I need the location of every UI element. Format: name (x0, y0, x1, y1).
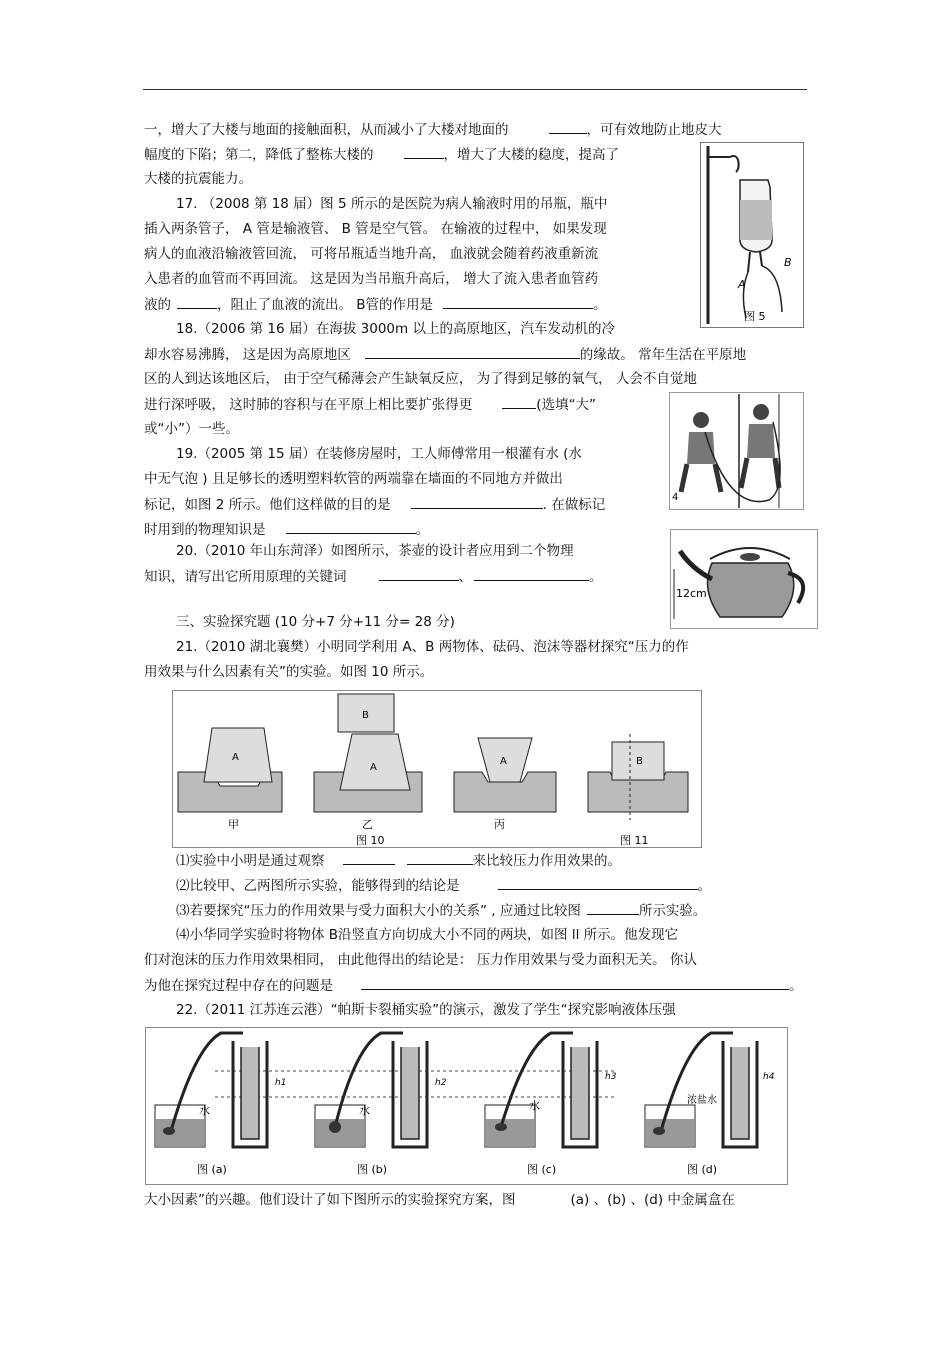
brine-label: 浓盐水 (687, 1095, 717, 1106)
height-label: h2 (435, 1078, 447, 1088)
question-20: 20.（2010 年山东菏泽）如图所示，茶壶的设计者应用到二个物理 (176, 543, 574, 559)
tube-a-label: A (738, 278, 746, 291)
figure-label: 甲 (228, 818, 239, 831)
question-18: 18.（2006 第 16 届）在海拔 3000m 以上的高原地区，汽车发动机的冷 (176, 321, 615, 337)
sub-question-1: ⑴实验中小明是通过观察 来比较压力作用效果的。 (176, 853, 621, 869)
answer-blank[interactable] (498, 876, 698, 890)
question-17: 17. （2008 第 18 届）图 5 所示的是医院为病人输液时用的吊瓶，瓶中 (176, 196, 608, 212)
answer-blank[interactable] (379, 567, 459, 581)
water-label: 水 (529, 1099, 540, 1112)
answer-blank[interactable] (404, 145, 444, 159)
figure-caption: 4 (672, 492, 679, 503)
text-line: 区的人到达该地区后， 由于空气稀薄会产生缺氧反应， 为了得到足够的氧气， 人会不自觉地 (144, 371, 697, 387)
header-rule (143, 89, 807, 90)
figure-label: 乙 (362, 818, 373, 831)
sub-question-4: ⑷小华同学实验时将物体 B沿竖直方向切成大小不同的两块，如图 ll 所示。他发现它 (176, 927, 679, 943)
sub-question-3: ⑶若要探究“压力的作用效果与受力面积大小的关系” , 应通过比较图 所示实验。 (176, 903, 707, 919)
text-line: 用效果与什么因素有关”的实验。如图 10 所示。 (144, 664, 434, 680)
figure-label: 丙 (494, 818, 505, 831)
answer-blank[interactable] (502, 395, 536, 409)
workers-figure (669, 392, 804, 510)
pressure-experiment-figure (172, 690, 702, 848)
answer-blank[interactable] (361, 976, 789, 990)
height-label: 12cm (676, 587, 707, 600)
figure-caption: 图 (a) (197, 1163, 227, 1176)
answer-blank[interactable] (587, 901, 639, 915)
answer-blank[interactable] (286, 520, 416, 534)
question-22: 22.（2011 江苏连云港）“帕斯卡裂桶实验”的演示，激发了学生“探究影响液体压强 (176, 1002, 676, 1018)
text-line: 进行深呼吸， 这时肺的容积与在平原上相比要扩张得更 (选填“大” (144, 397, 597, 413)
teapot-figure (670, 529, 818, 629)
text-line: 大小因素”的兴趣。他们设计了如下图所示的实验探究方案，图 (a) 、(b) 、(d) 中金属盒在 (144, 1192, 735, 1208)
text-line: 插入两条管子， A 管是输液管、 B 管是空气管。 在输液的过程中， 如果发现 (144, 221, 607, 237)
figure-caption: 图 11 (620, 834, 649, 847)
text-line: 时用到的物理知识是 。 (144, 522, 429, 538)
water-label: 水 (199, 1104, 210, 1117)
answer-blank[interactable] (177, 295, 217, 309)
block-a-label: A (232, 752, 239, 763)
figure-caption: 图 10 (356, 834, 385, 847)
text-line: 却水容易沸腾， 这是因为高原地区 的缘故。 常年生活在平原地 (144, 347, 747, 363)
text-line: 液的 ，阻止了血液的流出。 B管的作用是 。 (144, 297, 607, 313)
text-line: 标记，如图 2 所示。他们这样做的目的是 . 在做标记 (144, 497, 606, 513)
height-label: h3 (605, 1072, 617, 1082)
sub-question-2: ⑵比较甲、乙两图所示实验，能够得到的结论是 。 (176, 878, 711, 894)
answer-blank[interactable] (474, 567, 589, 581)
figure-caption: 图 (c) (527, 1163, 557, 1176)
answer-blank[interactable] (343, 851, 395, 865)
text-line: 为他在探究过程中存在的问题是 。 (144, 978, 803, 994)
height-label: h1 (275, 1078, 287, 1088)
figure-caption: 图 (d) (687, 1163, 718, 1176)
section-heading: 三、实验探究题 (10 分+7 分+11 分= 28 分) (176, 614, 455, 630)
text-line: 大楼的抗震能力。 (144, 171, 252, 187)
answer-blank[interactable] (407, 851, 473, 865)
text-line: 或“小”）一些。 (144, 421, 239, 437)
height-label: h4 (763, 1072, 775, 1082)
answer-blank[interactable] (365, 345, 580, 359)
text-line: 病人的血液沿输液管回流， 可将吊瓶适当地升高， 血液就会随着药液重新流 (144, 246, 599, 262)
text-line: 一，增大了大楼与地面的接触面积，从而减小了大楼对地面的 ，可有效地防止地皮大 (144, 122, 722, 138)
answer-blank[interactable] (411, 495, 543, 509)
iv-bottle-figure (700, 142, 804, 328)
text-line: 幅度的下陷；第二，降低了整栋大楼的 ，增大了大楼的稳度，提高了 (144, 147, 619, 163)
text-line: 们对泡沫的压力作用效果相同， 由此他得出的结论是： 压力作用效果与受力面积无关。 你认 (144, 952, 697, 968)
text-line: 中无气泡 ) 且足够长的透明塑料软管的两端靠在墙面的不同地方并做出 (144, 471, 563, 487)
answer-blank[interactable] (443, 295, 593, 309)
block-a-label: A (500, 756, 507, 767)
figure-caption: 图 (b) (357, 1163, 388, 1176)
block-b-label: B (362, 710, 369, 721)
block-b-label: B (636, 756, 643, 767)
liquid-pressure-figure (145, 1027, 788, 1185)
figure-caption: 图 5 (744, 310, 766, 323)
text-line: 知识，请写出它所用原理的关键词 、 。 (144, 569, 603, 585)
tube-b-label: B (784, 256, 792, 269)
question-21: 21.（2010 湖北襄樊）小明同学利用 A、B 两物体、砝码、泡沫等器材探究“压力的作 (176, 639, 689, 655)
question-19: 19.（2005 第 15 届）在装修房屋时，工人师傅常用一根灌有水 (水 (176, 446, 582, 462)
block-a-label: A (370, 762, 377, 773)
answer-blank[interactable] (549, 120, 587, 134)
text-line: 入患者的血管而不再回流。 这是因为当吊瓶升高后， 增大了流入患者血管药 (144, 271, 599, 287)
water-label: 水 (359, 1104, 370, 1117)
